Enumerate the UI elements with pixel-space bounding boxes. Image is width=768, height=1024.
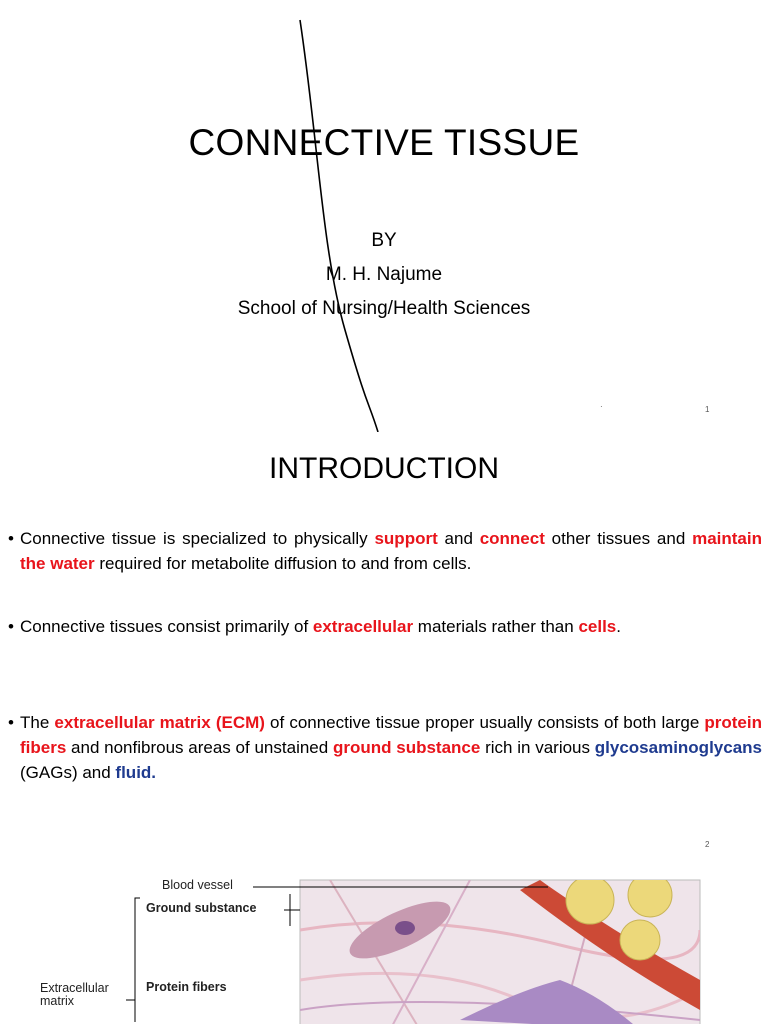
emphasis-text: connect [479,529,545,548]
title-slide [0,0,768,432]
emphasis-text: cells [578,617,617,636]
bullet-icon: • [8,713,14,732]
slide-title: INTRODUCTION [269,452,499,485]
bullet-icon: • [8,529,14,548]
affiliation: School of Nursing/Health Sciences [237,298,531,319]
body-text: Connective tissues consist primarily of [20,617,313,636]
body-text: rich in various [480,738,595,757]
bullet-icon: • [8,617,14,636]
introduction-slide [0,432,768,1024]
page-number: 2 [705,840,710,849]
label-blood-vessel: Blood vessel [162,878,233,892]
emphasis-text: fluid. [115,763,157,782]
by-label: BY [371,230,397,251]
body-text: and [437,529,480,548]
emphasis-text: maintain the water [20,529,762,573]
emphasis-text: support [374,529,438,548]
body-text: other tissues and [544,529,693,548]
body-text: (GAGs) and [20,763,116,782]
bullet-item [8,710,762,785]
bullet-item [8,526,762,576]
bullet-text [20,614,762,639]
emphasis-text: protein fibers [20,713,762,757]
bullet-text [20,526,762,576]
emphasis-text: glycosaminoglycans [594,738,762,757]
body-text: The [20,713,55,732]
bullet-text [20,710,762,785]
label-ground-substance: Ground substance [146,901,257,915]
body-text: and nonfibrous areas of unstained [66,738,333,757]
label-protein-fibers: Protein fibers [146,980,227,994]
page-marker-dot: · [600,402,603,411]
body-text: materials rather than [413,617,579,636]
emphasis-text: extracellular [312,617,414,636]
body-text: Connective tissue is specialized to physically [20,529,375,548]
author-name: M. H. Najume [325,264,443,285]
emphasis-text: ground substance [332,738,481,757]
bullet-item [8,614,762,639]
emphasis-text: extracellular matrix (ECM) [54,713,265,732]
connective-tissue-figure [0,870,768,1024]
label-extracellular-matrix: Extracellular matrix [40,981,109,1008]
pen-stroke-annotation [0,0,768,432]
body-text: of connective tissue proper usually consists of both large [264,713,705,732]
page-number: 1 [705,405,710,414]
body-text: . [616,617,621,636]
body-text: required for metabolite diffusion to and from cells. [94,554,472,573]
slide-title: CONNECTIVE TISSUE [188,122,580,163]
